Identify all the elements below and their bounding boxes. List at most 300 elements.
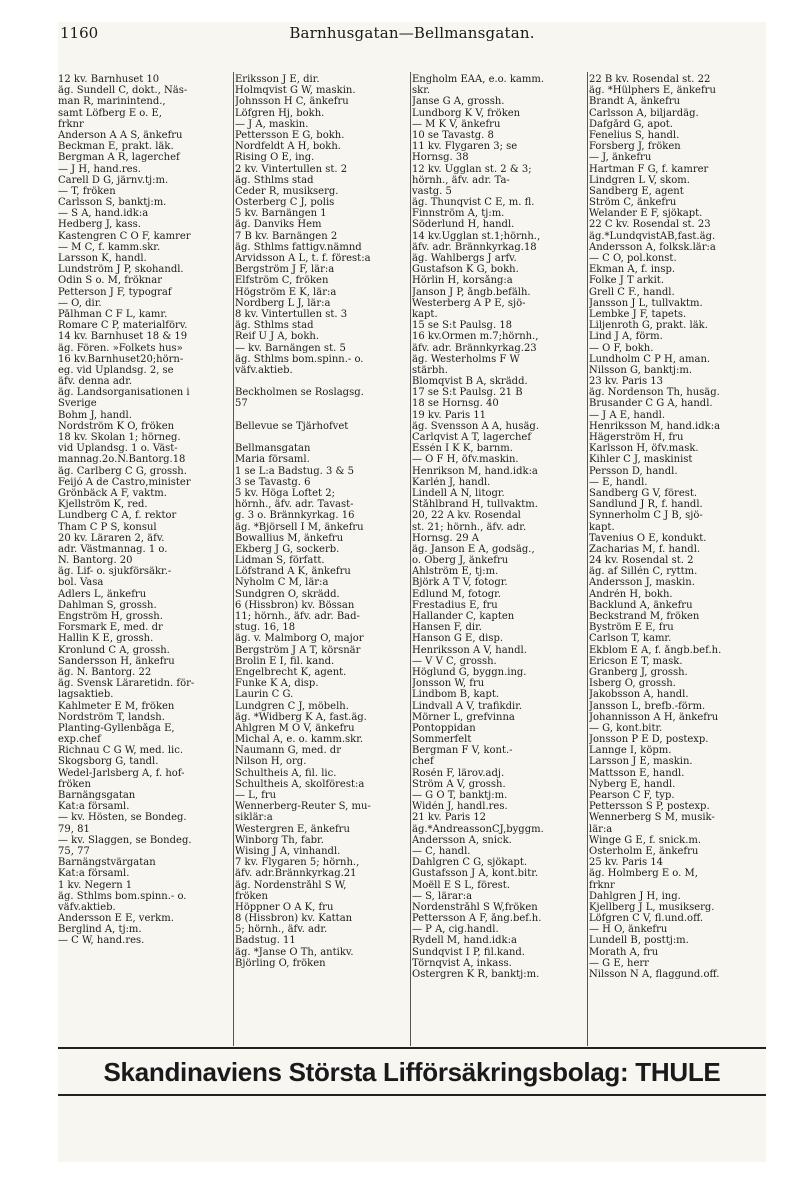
directory-entry-line: Kihler C J, maskinist: [589, 454, 693, 466]
directory-entry-line: Finnström A, tj:m.: [412, 208, 505, 220]
directory-entry-line: Liljenroth G, prakt. läk.: [589, 320, 708, 332]
directory-entry-line: 14 kv. Barnhuset 18 & 19: [58, 331, 188, 343]
directory-entry-line: bol. Vasa: [58, 577, 104, 589]
directory-entry-line: Ahlström E, tj:m.: [412, 566, 499, 578]
directory-entry-line: Dahlgren C G, sjökapt.: [412, 857, 528, 869]
directory-entry-line: Winborg Th, fabr.: [235, 834, 324, 846]
directory-entry-line: Hedberg J, kass.: [58, 219, 141, 231]
directory-entry-line: Brusander C G A, handl.: [589, 398, 713, 410]
directory-entry-line: Grönbäck A F, vaktm.: [58, 487, 167, 499]
directory-entry-line: g. 3 o. Brännkyrkag. 16: [235, 510, 355, 522]
directory-entry-line: 79, 81: [58, 823, 90, 835]
directory-entry-line: Carell D G, järnv.tj:m.: [58, 174, 169, 186]
directory-entry-line: Larsson K, handl.: [58, 253, 147, 264]
directory-entry-line: Kat:a församl.: [58, 801, 130, 813]
directory-entry-line: man R, marinintend.,: [58, 96, 166, 108]
directory-entry-line: — S A, hand.idk:a: [58, 208, 149, 220]
directory-entry-line: Sundqvist I P, fil.kand.: [412, 946, 525, 958]
directory-entry-line: — G, kont.bitr.: [589, 722, 663, 734]
directory-entry-line: äg. af Sillén C, ryttm.: [589, 566, 698, 578]
directory-entry-line: Pålhman C F L, kamr.: [58, 308, 168, 320]
directory-entry-line: — T, fröken: [58, 185, 116, 197]
directory-entry-line: 10 se Tavastg. 8: [412, 129, 494, 141]
directory-entry-line: Sandlund J R, f. handl.: [589, 499, 703, 511]
directory-entry-line: Engholm EAA, e.o. kamm.: [412, 74, 545, 85]
directory-entry-line: 14 kv.Ugglan st.1;hörnh.,: [412, 230, 541, 242]
directory-entry-line: skr.: [412, 85, 431, 97]
directory-entry-line: Skogsborg G, tandl.: [58, 756, 159, 768]
directory-entry-line: väfv.aktieb.: [235, 364, 293, 376]
directory-entry-line: fröken: [58, 778, 91, 790]
directory-entry-line: Hornsg. 29 A: [412, 532, 479, 544]
directory-entry-line: äg. *Janse O Th, antikv.: [235, 946, 354, 958]
directory-entry-line: Bellmansgatan: [235, 443, 311, 455]
directory-entry-line: — O, dir.: [58, 297, 102, 309]
directory-entry-line: 7 B kv. Barnängen 2: [235, 230, 338, 242]
directory-entry-line: Wedel-Jarlsberg A, f. hof-: [58, 767, 185, 779]
directory-entry-line: Björling O, fröken: [235, 957, 326, 969]
directory-entry-line: — J A E, handl.: [589, 409, 666, 421]
directory-entry-line: Westerberg A P E, sjö-: [412, 297, 526, 309]
directory-entry-line: Odin S o. M, fröknar: [58, 275, 162, 287]
directory-entry-line: fröken: [235, 890, 268, 902]
directory-entry-line: st. 21; hörnh., äfv. adr.: [412, 521, 527, 533]
directory-entry-line: Frestadius E, fru: [412, 599, 498, 611]
directory-entry-line: Lind J A, förm.: [589, 331, 663, 343]
directory-entry-line: 16 kv.Barnhuset20;hörn-: [58, 353, 184, 365]
directory-entry-line: äfv. adr. Brännkyrkag.23: [412, 342, 537, 354]
directory-entry-line: Bergman F V, kont.-: [412, 745, 513, 757]
directory-entry-line: Nilsson G, banktj:m.: [589, 364, 693, 376]
directory-entry-line: Sandberg E, agent: [589, 185, 684, 197]
directory-entry-line: äg. *Widberg K A, fast.äg.: [235, 711, 367, 723]
directory-entry-line: Ekblom E A, f. ångb.bef.h.: [589, 644, 722, 656]
directory-entry-line: Forsberg J, fröken: [589, 141, 681, 153]
directory-entry-line: Bergström J A T, körsnär: [235, 644, 361, 656]
directory-entry-line: 24 kv. Rosendal st. 2: [589, 555, 694, 567]
directory-entry-line: äg.*LundqvistAB,fast.äg.: [589, 230, 716, 242]
directory-entry-line: Löfgren C V, fl.und.off.: [589, 913, 703, 925]
directory-columns: [58, 74, 766, 1046]
directory-entry-line: Söderlund H, handl.: [412, 219, 515, 231]
directory-entry-line: Lundborg K V, fröken: [412, 107, 521, 119]
directory-entry-line: äg. N. Bantorg. 22: [58, 666, 152, 678]
directory-entry-line: Widén J, handl.res.: [412, 801, 508, 813]
directory-entry-line: Carlsson S, banktj:m.: [58, 197, 167, 209]
directory-entry-line: äg. Carlberg C G, grossh.: [58, 465, 187, 477]
directory-entry-line: Engström H, grossh.: [58, 611, 163, 622]
page-number: 1160: [60, 24, 99, 42]
directory-entry-line: Lundberg C A, f. rektor: [58, 510, 177, 522]
directory-entry-line: 5; hörnh., äfv. adr.: [235, 924, 328, 936]
directory-entry-line: Kahlmeter E M, fröken: [58, 700, 175, 712]
directory-entry-line: Hornsg. 38: [412, 152, 469, 164]
directory-entry-line: Westergren E, änkefru: [235, 823, 350, 835]
directory-entry-line: äg. Svensson A A, husäg.: [412, 420, 540, 432]
directory-entry-line: Rydell M, hand.idk:a: [412, 935, 517, 947]
directory-entry-line: mannag.2o.N.Bantorg.18: [58, 454, 186, 466]
directory-entry-line: äg. v. Malmborg O, major: [235, 633, 364, 645]
directory-entry-line: [235, 432, 409, 443]
directory-entry-line: Löfstrand A K, änkefru: [235, 566, 351, 578]
directory-entry-line: Henriksson A V, handl.: [412, 644, 527, 656]
directory-entry-line: äg. Westerholms F W: [412, 353, 520, 365]
directory-entry-line: väfv.aktieb.: [58, 901, 116, 913]
directory-entry-line: o. Öberg J, änkefru: [412, 555, 509, 567]
directory-entry-line: — M C, f. kamm.skr.: [58, 241, 161, 253]
directory-entry-line: Isberg O, grossh.: [589, 678, 676, 690]
directory-entry-line: stärbh.: [412, 364, 448, 376]
directory-entry-line: Jonsson W, fru: [412, 678, 485, 690]
directory-entry-line: äg. Lif- o. sjukförsäkr.-: [58, 566, 172, 578]
directory-entry-line: Carlqvist A T, lagerchef: [412, 432, 532, 443]
directory-entry-line: Wising J A, vinhandl.: [235, 845, 341, 857]
directory-entry-line: Maria församl.: [235, 454, 310, 466]
directory-entry-line: Bergman A R, lagerchef: [58, 152, 180, 164]
directory-entry-line: Pettersson A F, ång.bef.h.: [412, 913, 542, 925]
directory-entry-line: Lundell B, posttj:m.: [589, 935, 689, 947]
directory-entry-line: — M K V, änkefru: [412, 118, 501, 130]
directory-entry-line: äg. Nordenson Th, husäg.: [589, 387, 720, 399]
directory-entry-line: — kv. Slaggen, se Bondeg.: [58, 834, 192, 846]
directory-entry-line: — J A, maskin.: [235, 118, 309, 130]
directory-entry-line: 5 kv. Höga Loftet 2;: [235, 487, 335, 499]
directory-entry-line: Hanson G E, disp.: [412, 633, 504, 645]
directory-entry-line: 8 kv. Vintertullen st. 3: [235, 308, 348, 320]
directory-entry-line: Ericson E T, mask.: [589, 655, 683, 667]
directory-entry-line: Andersson A, folksk.lär:a: [589, 241, 716, 253]
directory-entry-line: 21 kv. Paris 12: [412, 812, 487, 824]
directory-entry-line: Romare C P, materialförv.: [58, 320, 188, 332]
directory-entry-line: Högström E K, lär:a: [235, 286, 337, 298]
directory-entry-line: Carlson T, kamr.: [589, 633, 672, 645]
directory-entry-line: Jansson J L, tullvaktm.: [589, 297, 703, 309]
directory-entry-line: Byström E E, fru: [589, 622, 674, 634]
directory-entry-line: Pontoppidan: [412, 722, 476, 734]
directory-entry-line: Michal A, e. o. kamm.skr.: [235, 734, 364, 746]
directory-entry-line: Mörner L, grefvinna: [412, 711, 515, 723]
directory-entry-line: 5 kv. Barnängen 1: [235, 208, 327, 220]
directory-entry-line: Forsmark E, med. dr: [58, 622, 163, 634]
directory-entry-line: kapt.: [589, 521, 615, 533]
directory-entry-line: chef: [412, 756, 434, 768]
directory-entry-line: Rising O E, ing.: [235, 152, 315, 164]
directory-entry-line: Brandt A, änkefru: [589, 96, 681, 108]
directory-entry-line: — C, handl.: [412, 845, 471, 857]
directory-entry-line: Folke J T arkit.: [589, 275, 664, 287]
directory-entry-line: 8 (Hissbron) kv. Kattan: [235, 913, 353, 925]
directory-entry-line: [235, 376, 409, 387]
directory-entry-line: samt Löfberg E o. E,: [58, 107, 162, 119]
directory-entry-line: 11; hörnh., äfv. adr. Bad-: [235, 611, 360, 622]
directory-entry-line: Sandersson H, änkefru: [58, 655, 175, 667]
directory-entry-line: Fenelius S, handl.: [589, 129, 680, 141]
directory-entry-line: Lundholm C P H, aman.: [589, 353, 711, 365]
directory-entry-line: Holmqvist G W, maskin.: [235, 85, 356, 97]
footer-rule-bottom: [58, 1094, 766, 1096]
directory-entry-line: Lindell A N, litogr.: [412, 487, 505, 499]
directory-entry-line: Lindvall A V, trafikdir.: [412, 700, 523, 712]
directory-entry-line: — J H, hand.res.: [58, 163, 141, 175]
directory-entry-line: [235, 410, 409, 421]
directory-entry-line: Morath A, fru: [589, 946, 659, 958]
directory-entry-line: Moëll E S L, förest.: [412, 879, 511, 891]
directory-entry-line: — C O, pol.konst.: [589, 253, 677, 264]
directory-entry-line: — J, änkefru: [589, 152, 652, 164]
directory-entry-line: Johannisson A H, änkefru: [589, 711, 719, 723]
directory-entry-line: Berglind A, tj:m.: [58, 924, 142, 936]
directory-entry-line: Ahlgren M O V, änkefru: [235, 722, 355, 734]
directory-entry-line: Bohm J, handl.: [58, 409, 132, 421]
directory-entry-line: Anderson A A S, änkefru: [58, 129, 183, 141]
directory-entry-line: Persson D, handl.: [589, 465, 678, 477]
directory-entry-line: Henrikson M, hand.idk:a: [412, 465, 538, 477]
directory-entry-line: Wennerberg-Reuter S, mu-: [235, 801, 371, 813]
directory-entry-line: 75, 77: [58, 845, 90, 857]
directory-entry-line: 16 kv.Ormen m.7;hörnh.,: [412, 331, 539, 343]
directory-entry-line: Adlers L, änkefru: [58, 588, 147, 600]
directory-entry-line: lär:a: [589, 823, 613, 835]
directory-entry-line: — C W, hand.res.: [58, 935, 145, 947]
directory-entry-line: äg. *Björsell I M, änkefru: [235, 521, 364, 533]
directory-entry-line: 7 kv. Flygaren 5; hörnh.,: [235, 857, 360, 869]
directory-entry-line: äg. Sundell C, dokt., Näs-: [58, 85, 188, 97]
directory-entry-line: Ekberg J G, sockerb.: [235, 543, 340, 555]
directory-entry-line: Nordfeldt A H, bokh.: [235, 141, 341, 153]
directory-entry-line: äg. Fören. »Folkets hus»: [58, 342, 183, 354]
directory-entry-line: 22 B kv. Rosendal st. 22: [589, 74, 711, 85]
directory-entry-line: vastg. 5: [412, 185, 452, 197]
directory-entry-line: hörnh., äfv. adr. Tavast-: [235, 499, 354, 511]
directory-entry-line: Grell C F., handl.: [589, 286, 675, 298]
directory-entry-line: kapt.: [412, 308, 438, 320]
directory-entry-line: Kjellberg J L, musikserg.: [589, 901, 715, 913]
directory-entry-line: Pearson C F, typ.: [589, 790, 675, 801]
directory-entry-line: Lembke J F, tapets.: [589, 308, 687, 320]
directory-entry-line: Jansson L, brefb.-förm.: [589, 700, 706, 712]
directory-entry-line: Nyberg E, handl.: [589, 778, 676, 790]
directory-entry-line: äg. Wahlbergs J arfv.: [412, 253, 517, 264]
directory-entry-line: äg. Sthlms stad: [235, 320, 314, 332]
directory-entry-line: Beckholmen se Roslagsg.: [235, 387, 364, 399]
directory-entry-line: vid Uplandsg. 1 o. Väst-: [58, 443, 178, 455]
directory-entry-line: Ceder R, musikserg.: [235, 185, 339, 197]
directory-entry-line: — G E, herr: [589, 957, 649, 969]
directory-entry-line: Arvidsson A L, t. f. förest:a: [235, 253, 371, 264]
directory-entry-line: 22 C kv. Rosendal st. 23: [589, 219, 711, 231]
directory-entry-line: Winge G E, f. snick.m.: [589, 834, 702, 846]
directory-entry-line: Nordenstråhl S W,fröken: [412, 901, 538, 913]
directory-entry-line: Funke K A, disp.: [235, 678, 319, 690]
directory-entry-line: Laurin C G.: [235, 689, 294, 701]
directory-entry-line: — L, fru: [235, 790, 277, 801]
directory-entry-line: Tham C P S, konsul: [58, 521, 157, 533]
directory-page: [58, 22, 766, 1162]
directory-entry-line: Henriksson M, hand.idk:a: [589, 420, 721, 432]
directory-entry-line: Janson J P, ångb.befälh.: [412, 286, 531, 298]
directory-entry-line: exp.chef: [58, 734, 101, 746]
directory-entry-line: Badstug. 11: [235, 935, 296, 947]
directory-entry-line: Hartman F G, f. kamrer: [589, 163, 709, 175]
directory-entry-line: N. Bantorg. 20: [58, 555, 133, 567]
directory-entry-line: — kv. Barnängen st. 5: [235, 342, 346, 354]
directory-entry-line: Welander E F, sjökapt.: [589, 208, 703, 220]
directory-entry-line: Jonsson P E D, postexp.: [589, 734, 709, 746]
directory-entry-line: Österholm E, änkefru: [589, 845, 699, 857]
directory-entry-line: Pettersson S P, postexp.: [589, 801, 710, 813]
directory-entry-line: Barnängsgatan: [58, 790, 136, 801]
directory-entry-line: Gustafsson J A, kont.bitr.: [412, 868, 539, 880]
directory-entry-line: Höppner O A K, fru: [235, 901, 334, 913]
directory-entry-line: frknr: [589, 879, 615, 891]
directory-entry-line: Ström C, änkefru: [589, 197, 677, 209]
directory-entry-line: Andersson A, snick.: [412, 834, 512, 846]
directory-entry-line: — G O T, banktj:m.: [412, 790, 508, 801]
directory-entry-line: 1 kv. Negern 1: [58, 879, 133, 891]
directory-entry-line: Eriksson J E, dir.: [235, 74, 320, 85]
directory-entry-line: 17 se S:t Paulsg. 21 B: [412, 387, 523, 399]
directory-entry-line: Ström A V, grossh.: [412, 778, 506, 790]
directory-entry-line: Essén I K K, barnm.: [412, 443, 513, 455]
directory-entry-line: Bergström J F, lär:a: [235, 264, 335, 276]
directory-entry-line: Reif U J A, bokh.: [235, 331, 319, 343]
directory-entry-line: 23 kv. Paris 13: [589, 376, 664, 388]
directory-entry-line: Edlund M, fotogr.: [412, 588, 501, 600]
advertisement-banner: Skandinaviens Största Lifförsäkringsbolag: THULE: [103, 1057, 721, 1087]
directory-entry-line: Kjellström K, red.: [58, 499, 148, 511]
directory-entry-line: 20, 22 A kv. Rosendal: [412, 510, 521, 522]
column-4: [589, 74, 766, 1046]
directory-entry-line: Synnerholm C J B, sjö-: [589, 510, 703, 522]
directory-entry-line: Lindbom B, kapt.: [412, 689, 500, 701]
directory-entry-line: 12 kv. Ugglan st. 2 & 3;: [412, 163, 532, 175]
directory-entry-line: äg. Danviks Hem: [235, 219, 322, 231]
directory-entry-line: Hallander C, kapten: [412, 611, 515, 622]
directory-entry-line: adr. Västmannag. 1 o.: [58, 543, 168, 555]
directory-entry-line: 18 kv. Skolan 1; hörneg.: [58, 432, 181, 443]
directory-entry-line: Brolin E I, fil. kand.: [235, 655, 335, 667]
directory-entry-line: Andersson J, maskin.: [589, 577, 695, 589]
directory-entry-line: 57: [235, 398, 248, 410]
directory-entry-line: äg. Sthlms bom.spinn.- o.: [58, 890, 187, 902]
directory-entry-line: 12 kv. Barnhuset 10: [58, 74, 160, 85]
directory-entry-line: Dahlman S, grossh.: [58, 599, 157, 611]
directory-entry-line: Lindgren L V, skom.: [589, 174, 690, 186]
directory-entry-line: Backlund A, änkefru: [589, 599, 693, 611]
directory-entry-line: Janse G A, grossh.: [412, 96, 505, 108]
directory-entry-line: Hörlin H, korsång:a: [412, 275, 513, 287]
directory-entry-line: Östergren K R, banktj:m.: [412, 969, 540, 980]
directory-entry-line: 6 (Hissbron) kv. Bössan: [235, 599, 355, 611]
directory-entry-line: 3 se Tavastg. 6: [235, 476, 311, 488]
page-title: Barnhusgatan—Bellmansgatan.: [289, 24, 535, 42]
directory-entry-line: äg. Thunqvist C E, m. fl.: [412, 197, 535, 209]
directory-entry-line: Schultheis A, skolförest:a: [235, 778, 365, 790]
directory-entry-line: Karlén J, handl.: [412, 476, 491, 488]
directory-entry-line: Sommerfelt: [412, 734, 472, 746]
directory-entry-line: Sundgren O, skrädd.: [235, 588, 340, 600]
directory-entry-line: Zacharias M, f. handl.: [589, 543, 701, 555]
directory-entry-line: Tavenius O E, kondukt.: [589, 532, 707, 544]
directory-entry-line: Hansen F, dir.: [412, 622, 482, 634]
directory-entry-line: Elfström C, fröken: [235, 275, 329, 287]
directory-entry-line: Nilson H, org.: [235, 756, 307, 768]
directory-entry-line: Schultheis A, fil. lic.: [235, 767, 337, 779]
directory-entry-line: 2 kv. Vintertullen st. 2: [235, 163, 348, 175]
directory-entry-line: 25 kv. Paris 14: [589, 857, 664, 869]
directory-entry-line: Kronlund C A, grossh.: [58, 644, 170, 656]
directory-entry-line: Gustafson K G, bokh.: [412, 264, 519, 276]
directory-entry-line: Lannge I, köpm.: [589, 745, 672, 757]
column-3: [412, 74, 586, 1046]
directory-entry-line: Mattsson E, handl.: [589, 767, 685, 779]
directory-entry-line: Jakobsson A, handl.: [589, 689, 689, 701]
directory-entry-line: Lundgren C J, möbelh.: [235, 700, 349, 712]
directory-entry-line: Löfgren Hj, bokh.: [235, 107, 325, 119]
directory-entry-line: — P A, cig.handl.: [412, 924, 499, 936]
directory-entry-line: frknr: [58, 118, 84, 130]
directory-entry-line: stug. 16, 18: [235, 622, 296, 634]
directory-entry-line: Andersson E E, verkm.: [58, 913, 174, 925]
directory-entry-line: Hägerström H, fru: [589, 432, 684, 443]
page-header: [58, 22, 766, 48]
directory-entry-line: Carlsson A, biljardäg.: [589, 107, 699, 119]
directory-entry-line: 11 kv. Flygaren 3; se: [412, 141, 518, 153]
directory-entry-line: — H O, änkefru: [589, 924, 668, 936]
directory-entry-line: Petterson J F, typograf: [58, 286, 172, 298]
directory-entry-line: Kat:a församl.: [58, 868, 130, 880]
directory-entry-line: Höglund G, byggn.ing.: [412, 666, 527, 678]
directory-entry-line: 1 se L:a Badstug. 3 & 5: [235, 465, 354, 477]
directory-entry-line: 20 kv. Läraren 2, äfv.: [58, 532, 165, 544]
directory-entry-line: äg. Sthlms stad: [235, 174, 314, 186]
directory-entry-line: Richnau C G W, med. lic.: [58, 745, 184, 757]
column-2: [235, 74, 409, 1046]
directory-entry-line: äg. *Hülphers E, änkefru: [589, 85, 716, 97]
directory-entry-line: Kastengren C O F, kamrer: [58, 230, 191, 242]
directory-entry-line: Sandberg G V, förest.: [589, 487, 698, 499]
directory-entry-line: siklär:a: [235, 812, 273, 824]
directory-entry-line: Nordström T, landsh.: [58, 711, 165, 723]
directory-entry-line: Feijó A de Castro,minister: [58, 476, 191, 488]
directory-entry-line: 15 se S:t Paulsg. 18: [412, 320, 513, 332]
directory-entry-line: Ekman A, f. insp.: [589, 264, 676, 276]
directory-entry-line: Björk A T V, fotogr.: [412, 577, 508, 589]
directory-entry-line: Nordström K O, fröken: [58, 420, 175, 432]
directory-entry-line: — V V C, grossh.: [412, 655, 497, 667]
directory-entry-line: — E, handl.: [589, 476, 648, 488]
directory-entry-line: Karlsson H, öfv.mask.: [589, 443, 699, 455]
directory-entry-line: äfv. adr. Brännkyrkag.18: [412, 241, 537, 253]
footer-rule-top: [58, 1047, 766, 1049]
directory-entry-line: Lundström J P, skohandl.: [58, 264, 184, 276]
directory-entry-line: äg. Janson E A, godsäg.,: [412, 543, 535, 555]
directory-entry-line: äg. Landsorganisationen i: [58, 387, 190, 399]
directory-entry-line: Engelbrecht K, agent.: [235, 666, 347, 678]
directory-entry-line: — kv. Hösten, se Bondeg.: [58, 812, 187, 824]
directory-entry-line: Nyholm C M, lär:a: [235, 577, 329, 589]
directory-entry-line: Bellevue se Tjärhofvet: [235, 420, 349, 432]
directory-entry-line: Planting-Gyllenbåga E,: [58, 722, 175, 734]
directory-entry-line: Bowallius M, änkefru: [235, 532, 344, 544]
directory-entry-line: Dahlgren J H, ing.: [589, 890, 681, 902]
directory-entry-line: Rosén F, lärov.adj.: [412, 767, 505, 779]
directory-entry-line: Lidman S, författ.: [235, 555, 325, 567]
directory-entry-line: äg. Nordenstråhl S W,: [235, 879, 347, 891]
directory-entry-line: Nilsson N A, flaggund.off.: [589, 969, 720, 980]
directory-entry-line: — O F H, öfv.maskin.: [412, 454, 519, 466]
directory-entry-line: Österberg C J, polis: [235, 197, 335, 209]
